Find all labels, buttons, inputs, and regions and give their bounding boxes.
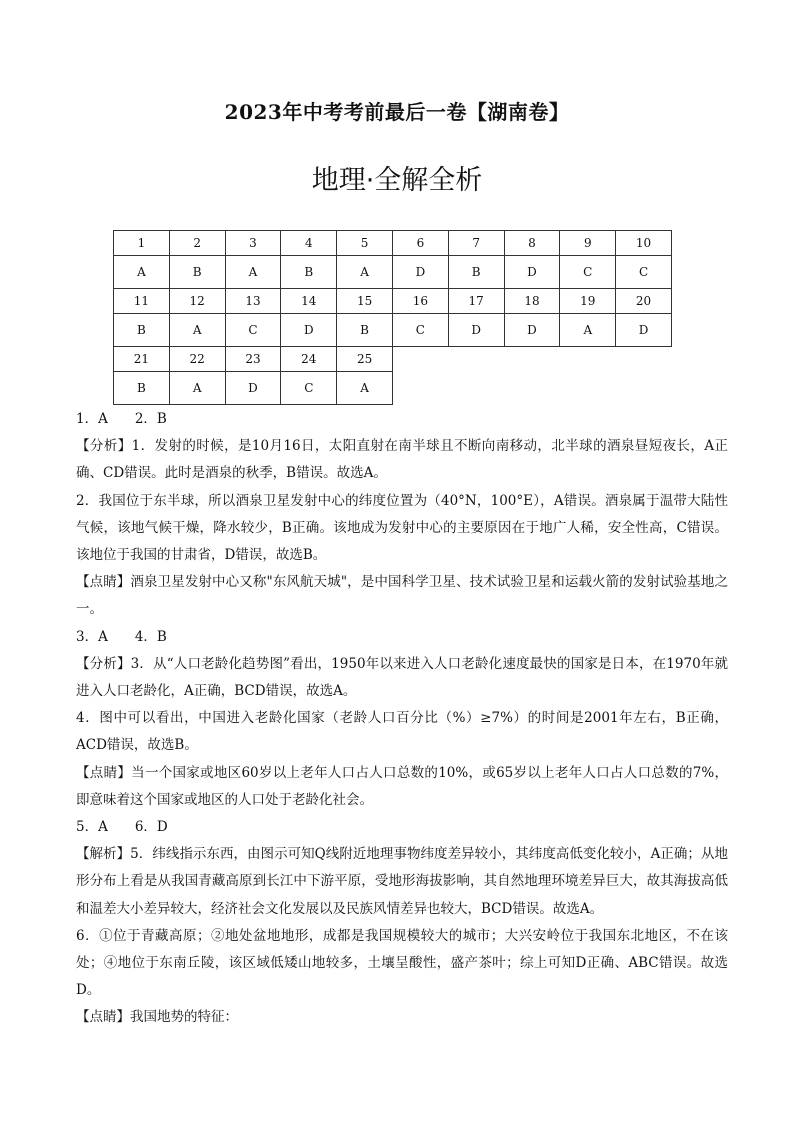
- question-number-cell: 22: [169, 347, 225, 372]
- answer-row: [114, 372, 672, 405]
- analysis-paragraph: 2．我国位于东半球，所以酒泉卫星发射中心的纬度位置为（40°N，100°E），A错误。酒泉属于温带大陆性气候，该地气候干燥，降水较少，B正确。该地成为发射中心的主要原因在于地广人稀，安全性高，C错误。该地位于我国的甘肃省，D错误，故选B。: [76, 492, 728, 564]
- analysis-paragraph: 【分析】3．从“人口老龄化趋势图”看出，1950年以来进入人口老龄化速度最快的国家是日本，在1970年就进入人口老龄化，A正确，BCD错误，故选A。: [76, 655, 728, 700]
- analysis-paragraph: 【分析】1．发射的时候，是10月16日，太阳直射在南半球且不断向南移动，北半球的酒泉昼短夜长，A正确、CD错误。此时是酒泉的秋季，B错误。故选A。: [76, 438, 728, 482]
- key-point-paragraph: 【点睛】当一个国家或地区60岁以上老年人口占人口总数的10%，或65岁以上老年人口占人口总数的7%，即意味着这个国家或地区的人口处于老龄化社会。: [76, 764, 728, 808]
- answer-cell: D: [616, 314, 672, 347]
- question-number-cell: 4: [281, 231, 337, 256]
- empty-cell: [392, 372, 448, 405]
- question-number-cell: 11: [114, 289, 170, 314]
- answer-cell: A: [337, 372, 393, 405]
- empty-cell: [448, 347, 504, 372]
- question-number-cell: 19: [560, 289, 616, 314]
- answer-explanations: [76, 406, 728, 1032]
- answer-cell: D: [504, 314, 560, 347]
- answer-cell: A: [560, 314, 616, 347]
- answer-label-5-6: 5．A 6．D: [76, 819, 168, 836]
- answer-label-3-4: 3．A 4．B: [76, 628, 167, 645]
- answer-cell: B: [114, 314, 170, 347]
- analysis-paragraph: 6．①位于青藏高原；②地处盆地地形，成都是我国规模较大的城市；大兴安岭位于我国东北地区，不在该处；④地位于东南丘陵，该区域低矮山地较多，土壤呈酸性，盛产茶叶；综上可知D正确、ABC错误。故选D。: [76, 927, 728, 999]
- answer-cell: C: [225, 314, 281, 347]
- empty-cell: [448, 372, 504, 405]
- document-subtitle: 地理·全解全析: [311, 165, 483, 196]
- analysis-paragraph: 4．图中可以看出，中国进入老龄化国家（老龄人口百分比（%）≥7%）的时间是2001年左右，B正确，ACD错误，故选B。: [76, 710, 728, 754]
- answer-cell: C: [560, 256, 616, 289]
- answer-cell: D: [225, 372, 281, 405]
- answer-label-1-2: 1．A 2．B: [76, 411, 167, 427]
- answer-table: [113, 230, 672, 405]
- answer-cell: B: [169, 256, 225, 289]
- key-point-paragraph: 【点睛】我国地势的特征：: [76, 1009, 238, 1026]
- question-number-row: [114, 289, 672, 314]
- question-number-cell: 9: [560, 231, 616, 256]
- answer-cell: D: [392, 256, 448, 289]
- question-number-cell: 6: [392, 231, 448, 256]
- answer-row: [114, 256, 672, 289]
- answer-row: [114, 314, 672, 347]
- answer-cell: C: [616, 256, 672, 289]
- question-number-row: [114, 347, 672, 372]
- answer-cell: D: [504, 256, 560, 289]
- empty-cell: [560, 372, 616, 405]
- answer-cell: A: [169, 372, 225, 405]
- question-number-cell: 15: [337, 289, 393, 314]
- answer-cell: C: [281, 372, 337, 405]
- answer-cell: B: [114, 372, 170, 405]
- question-number-cell: 7: [448, 231, 504, 256]
- question-number-cell: 17: [448, 289, 504, 314]
- answer-cell: B: [448, 256, 504, 289]
- question-number-cell: 12: [169, 289, 225, 314]
- key-point-paragraph: 【点睛】酒泉卫星发射中心又称"东风航天城"，是中国科学卫星、技术试验卫星和运载火箭的发射试验基地之一。: [76, 574, 728, 618]
- question-number-cell: 3: [225, 231, 281, 256]
- analysis-paragraph: 【解析】5．纬线指示东西，由图示可知Q线附近地理事物纬度差异较小，其纬度高低变化较小，A正确；从地形分布上看是从我国青藏高原到长江中下游平原，受地形海拔影响，其自然地理环境差异巨大，故其海拔高低和温差大小差异较大，经济社会文化发展以及民族风情差异也较大，BCD错误。故选A。: [76, 846, 728, 917]
- question-number-cell: 5: [337, 231, 393, 256]
- answer-cell: B: [337, 314, 393, 347]
- empty-cell: [504, 372, 560, 405]
- question-number-cell: 14: [281, 289, 337, 314]
- empty-cell: [616, 347, 672, 372]
- question-number-cell: 13: [225, 289, 281, 314]
- question-number-cell: 18: [504, 289, 560, 314]
- document-title: 2023年中考考前最后一卷【湖南卷】: [224, 100, 570, 124]
- empty-cell: [616, 372, 672, 405]
- question-number-cell: 25: [337, 347, 393, 372]
- answer-cell: B: [281, 256, 337, 289]
- question-number-cell: 1: [114, 231, 170, 256]
- empty-cell: [560, 347, 616, 372]
- question-number-row: [114, 231, 672, 256]
- question-number-cell: 10: [616, 231, 672, 256]
- question-number-cell: 20: [616, 289, 672, 314]
- question-number-cell: 24: [281, 347, 337, 372]
- answer-cell: A: [169, 314, 225, 347]
- question-number-cell: 8: [504, 231, 560, 256]
- answer-cell: D: [281, 314, 337, 347]
- answer-cell: D: [448, 314, 504, 347]
- answer-cell: A: [114, 256, 170, 289]
- question-number-cell: 2: [169, 231, 225, 256]
- empty-cell: [504, 347, 560, 372]
- question-number-cell: 21: [114, 347, 170, 372]
- question-number-cell: 23: [225, 347, 281, 372]
- answer-cell: A: [337, 256, 393, 289]
- question-number-cell: 16: [392, 289, 448, 314]
- answer-cell: C: [392, 314, 448, 347]
- answer-cell: A: [225, 256, 281, 289]
- empty-cell: [392, 347, 448, 372]
